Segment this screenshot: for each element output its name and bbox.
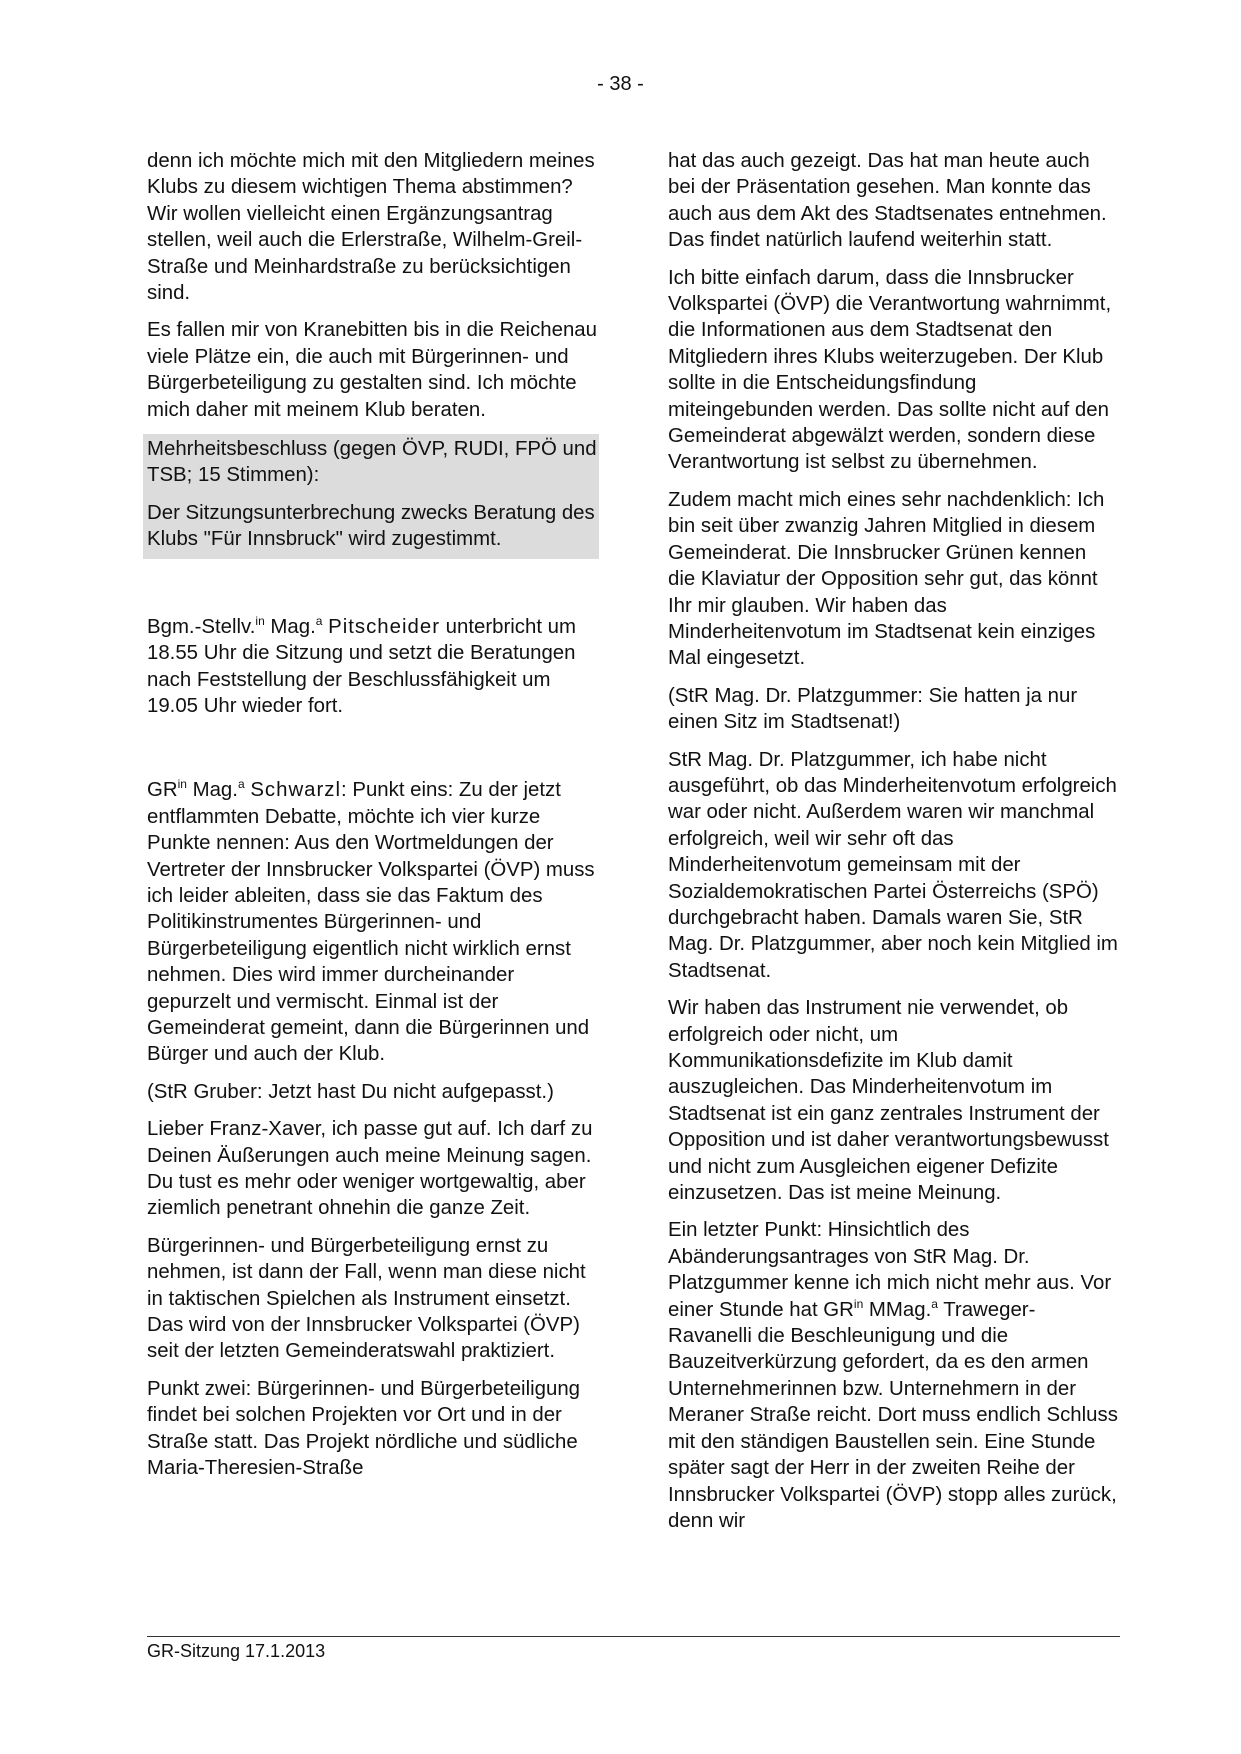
speaker-statement: $GR^{in}$ Mag.$^a$ Schwarzl: Punkt eins: Zu der jetzt entflammten Debatte, möchte ich vier kurze Punkte nennen: Aus den Wortmeldungen der Vertreter der Innsbrucker Volkspartei (ÖVP) muss ich leider ableiten, dass sie das Faktum des Politikinstrumentes Bürgerinnen- und Bürgerbeteiligung eigentlich nicht wirklich ernst nehmen. Dies wird immer durcheinander gepurzelt und vermischt. Einmal ist der Gemeinderat gemeint, dann die Bürgerinnen und Bürger und auch der Klub. xyxy=(147,777,595,1066)
chair-statement: Bgm.-Stellv.$^{in}$ Mag.$^a$ Pitscheider unterbricht um 18.55 Uhr die Sitzung und setzt die Beratungen nach Feststellung der Beschlussfähigkeit um 19.05 Uhr wieder fort. xyxy=(147,613,577,717)
interjection: (StR Mag. Dr. Platzgummer: Sie hatten ja nur einen Sitz im Stadtsenat!) xyxy=(668,684,1078,734)
paragraph: Bürgerinnen- und Bürgerbeteiligung ernst zu nehmen, ist dann der Fall, wenn man diese nicht in taktischen Spielchen als Instrument einsetzt. Das wird von der Innsbrucker Volkspartei (ÖVP) seit der letzten Gemeinderatswahl praktiziert. xyxy=(147,1234,586,1363)
interjection: (StR Gruber: Jetzt hast Du nicht aufgepasst.) xyxy=(147,1080,554,1103)
paragraph: Wir haben das Instrument nie verwendet, ob erfolgreich oder nicht, um Kommunikationsdefizite im Klub damit auszugleichen. Das Minderheitenvotum im Stadtsenat ist ein ganz zentrales Instrument der Opposition und ist daher verantwortungsbewusst und nicht zum Ausgleichen eigener Defizite einzusetzen. Das ist meine Meinung. xyxy=(668,997,1109,1205)
paragraph: Es fallen mir von Kranebitten bis in die Reichenau viele Plätze ein, die auch mit Bürgerinnen- und Bürgerbeteiligung zu gestalten sind. Ich möchte mich daher mit meinem Klub beraten. xyxy=(147,319,597,421)
paragraph: Zudem macht mich eines sehr nachdenklich: Ich bin seit über zwanzig Jahren Mitglied in diesem Gemeinderat. Die Innsbrucker Grünen kennen die Klaviatur der Opposition sehr gut, das könnt Ihr mir glauben. Wir haben das Minderheitenvotum im Stadtsenat kein einziges Mal eingesetzt. xyxy=(668,488,1105,670)
paragraph: hat das auch gezeigt. Das hat man heute auch bei der Präsentation gesehen. Man konnte das auch aus dem Akt des Stadtsenates entnehmen. Das findet natürlich laufend weiterhin statt. xyxy=(668,150,1107,252)
speaker-title: GR xyxy=(147,779,178,802)
chair-name: Pitscheider xyxy=(328,615,440,638)
paragraph: denn ich möchte mich mit den Mitgliedern meines Klubs zu diesem wichtigen Thema abstimmen? Wir wollen vielleicht einen Ergänzungsantrag stellen, weil auch die Erlerstraße, Wilhelm-Greil-Straße und Meinhardstraße zu berücksichtigen sind. xyxy=(147,150,595,305)
decision-text: Der Sitzungsunterbrechung zwecks Beratung des Klubs "Für Innsbruck" wird zugestimmt. xyxy=(147,501,595,551)
footer-divider xyxy=(147,1636,1120,1637)
page-number: - 38 - xyxy=(597,73,644,95)
left-column xyxy=(147,148,597,1492)
paragraph: Punkt zwei: Bürgerinnen- und Bürgerbeteiligung findet bei solchen Projekten vor Ort und in der Straße statt. Das Projekt nördliche und südliche Maria-Theresien-Straße xyxy=(147,1377,581,1480)
paragraph: Lieber Franz-Xaver, ich passe gut auf. Ich darf zu Deinen Äußerungen auch meine Meinung sagen. Du tust es mehr oder weniger wortgewaltig, aber ziemlich penetrant ohnehin die ganze Zeit. xyxy=(147,1118,593,1220)
speaker-name: Schwarzl xyxy=(250,779,342,802)
right-column xyxy=(668,148,1118,1545)
paragraph: Ich bitte einfach darum, dass die Innsbrucker Volkspartei (ÖVP) die Verantwortung wahrnimmt, die Informationen aus dem Stadtsenat den Mitgliedern ihres Klubs weiterzugeben. Der Klub sollte in die Entscheidungsfindung miteingebunden werden. Das sollte nicht auf den Gemeinderat abgewälzt werden, sondern diese Verantwortung ist selbst zu übernehmen. xyxy=(668,266,1112,474)
decision-result: Mehrheitsbeschluss (gegen ÖVP, RUDI, FPÖ und TSB; 15 Stimmen): xyxy=(147,438,597,487)
decision-box xyxy=(143,434,599,559)
paragraph: Ein letzter Punkt: Hinsichtlich des Abänderungsantrages von StR Mag. Dr. Platzgummer kenne ich mich nicht mehr aus. Vor einer Stunde hat $GR^{in}$ MMag.$^a$ Traweger-Ravanelli die Beschleunigung und die Bauzeitverkürzung gefordert, da es den armen Unternehmerinnen bzw. Unternehmern in der Meraner Straße reicht. Dort muss endlich Schluss mit den ständigen Baustellen sein. Eine Stunde später sagt der Herr in der zweiten Reihe der Innsbrucker Volkspartei (ÖVP) stopp alles zurück, denn wir xyxy=(668,1219,1118,1532)
footer-session-date: GR-Sitzung 17.1.2013 xyxy=(147,1641,326,1661)
paragraph: StR Mag. Dr. Platzgummer, ich habe nicht ausgeführt, ob das Minderheitenvotum erfolgreich war oder nicht. Außerdem waren wir manchmal erfolgreich, weil wir sehr oft das Minderheitenvotum gemeinsam mit der Sozialdemokratischen Partei Österreichs (SPÖ) durchgebracht haben. Damals waren Sie, StR Mag. Dr. Platzgummer, aber noch kein Mitglied im Stadtsenat. xyxy=(668,748,1118,982)
chair-title: Bgm.-Stellv. xyxy=(147,615,256,638)
